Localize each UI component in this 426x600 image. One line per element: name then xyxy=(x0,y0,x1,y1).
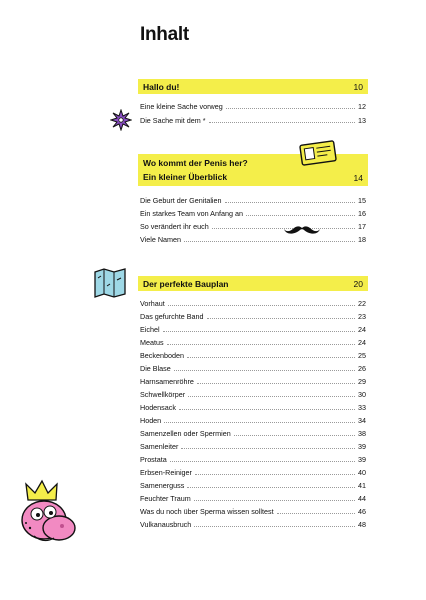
toc-entry-title: Ein starkes Team von Anfang an xyxy=(140,209,243,218)
toc-entry-page: 23 xyxy=(358,312,366,321)
toc-entry[interactable] xyxy=(140,362,366,373)
section-page-number: 14 xyxy=(353,173,363,183)
toc-entry-title: Hoden xyxy=(140,416,162,425)
toc-entry-title: Samenzellen oder Spermien xyxy=(140,429,231,438)
toc-entry-title: Hodensack xyxy=(140,403,176,412)
toc-entry-title: Erbsen-Reiniger xyxy=(140,468,192,477)
dot-leader xyxy=(179,408,355,410)
crowned-penis-character-icon xyxy=(14,478,84,556)
section-heading-text: Der perfekte Bauplan xyxy=(143,279,229,289)
dot-leader xyxy=(207,317,355,319)
toc-entry[interactable] xyxy=(140,388,366,399)
toc-entry-page: 48 xyxy=(358,520,366,529)
dot-leader xyxy=(225,201,355,203)
toc-entry[interactable] xyxy=(140,427,366,438)
section-heading-text: Wo kommt der Penis her? xyxy=(143,158,248,168)
toc-entry-page: 38 xyxy=(358,429,366,438)
toc-entry-page: 39 xyxy=(358,455,366,464)
toc-entry-page: 12 xyxy=(358,102,366,111)
toc-entry-page: 22 xyxy=(358,299,366,308)
toc-entry[interactable] xyxy=(140,114,366,125)
mustache-icon xyxy=(282,223,322,237)
toc-entry-page: 24 xyxy=(358,325,366,334)
toc-entry[interactable] xyxy=(140,194,366,205)
id-card-icon xyxy=(298,139,338,167)
toc-entry[interactable] xyxy=(140,375,366,386)
toc-entry-title: Was du noch über Sperma wissen solltest xyxy=(140,507,274,516)
dot-leader xyxy=(246,214,355,216)
toc-entry-page: 29 xyxy=(358,377,366,386)
toc-entry-title: Die Geburt der Genitalien xyxy=(140,196,222,205)
dot-leader xyxy=(187,356,355,358)
toc-entry[interactable] xyxy=(140,401,366,412)
toc-entry-page: 34 xyxy=(358,416,366,425)
toc-entry-page: 15 xyxy=(358,196,366,205)
toc-entry-page: 46 xyxy=(358,507,366,516)
toc-entry[interactable] xyxy=(140,207,366,218)
dot-leader xyxy=(197,382,355,384)
toc-entry-title: Viele Namen xyxy=(140,235,182,244)
toc-entry-title: Samenerguss xyxy=(140,481,185,490)
toc-entry-page: 33 xyxy=(358,403,366,412)
dot-leader xyxy=(194,499,355,501)
dot-leader xyxy=(184,240,355,242)
toc-entry[interactable] xyxy=(140,349,366,360)
toc-entry[interactable] xyxy=(140,518,366,529)
map-icon xyxy=(92,266,128,300)
dot-leader xyxy=(181,447,355,449)
toc-entry-title: So verändert ihr euch xyxy=(140,222,209,231)
dot-leader xyxy=(209,121,355,123)
toc-entry-title: Vulkanausbruch xyxy=(140,520,192,529)
toc-entry[interactable] xyxy=(140,310,366,321)
toc-entry-page: 26 xyxy=(358,364,366,373)
section-heading-text: Hallo du! xyxy=(143,82,180,92)
toc-entry-page: 40 xyxy=(358,468,366,477)
toc-entry[interactable] xyxy=(140,479,366,490)
toc-entry[interactable] xyxy=(140,492,366,503)
dot-leader xyxy=(187,486,355,488)
toc-entry-page: 13 xyxy=(358,116,366,125)
dot-leader xyxy=(167,343,355,345)
toc-entry[interactable] xyxy=(140,297,366,308)
toc-entry-title: Eichel xyxy=(140,325,160,334)
dot-leader xyxy=(168,304,355,306)
toc-entry[interactable] xyxy=(140,453,366,464)
toc-entry-page: 16 xyxy=(358,209,366,218)
toc-entry[interactable] xyxy=(140,233,366,244)
toc-entry-title: Samenleiter xyxy=(140,442,179,451)
toc-entry[interactable] xyxy=(140,323,366,334)
dot-leader xyxy=(226,107,355,109)
toc-entry-title: Beckenboden xyxy=(140,351,184,360)
section-heading-hallo[interactable] xyxy=(138,79,368,94)
dot-leader xyxy=(170,460,355,462)
toc-entry-page: 41 xyxy=(358,481,366,490)
toc-entry[interactable] xyxy=(140,414,366,425)
toc-entry-title: Vorhaut xyxy=(140,299,165,308)
toc-entry[interactable] xyxy=(140,440,366,451)
purple-star-icon xyxy=(110,109,132,131)
section-heading-text: Ein kleiner Überblick xyxy=(143,172,228,182)
dot-leader xyxy=(163,330,355,332)
toc-entry-title: Die Sache mit dem * xyxy=(140,116,206,125)
toc-entry-title: Prostata xyxy=(140,455,167,464)
toc-entry[interactable] xyxy=(140,336,366,347)
dot-leader xyxy=(195,473,355,475)
toc-entry-title: Eine kleine Sache vorweg xyxy=(140,102,223,111)
toc-entry-title: Das gefurchte Band xyxy=(140,312,204,321)
dot-leader xyxy=(277,512,355,514)
page-title: Inhalt xyxy=(140,24,189,45)
toc-entry[interactable] xyxy=(140,505,366,516)
toc-entry[interactable] xyxy=(140,220,366,231)
toc-entry[interactable] xyxy=(140,100,366,111)
toc-entry[interactable] xyxy=(140,466,366,477)
toc-entry-title: Meatus xyxy=(140,338,164,347)
toc-entry-title: Feuchter Traum xyxy=(140,494,191,503)
toc-entry-title: Die Blase xyxy=(140,364,171,373)
toc-entry-page: 25 xyxy=(358,351,366,360)
dot-leader xyxy=(174,369,355,371)
section-page-number: 10 xyxy=(353,82,363,92)
toc-entry-title: Harnsamenröhre xyxy=(140,377,194,386)
dot-leader xyxy=(188,395,355,397)
toc-entry-title: Schwellkörper xyxy=(140,390,186,399)
toc-entry-page: 24 xyxy=(358,338,366,347)
toc-entry-page: 44 xyxy=(358,494,366,503)
toc-entry-page: 39 xyxy=(358,442,366,451)
section-page-number: 20 xyxy=(353,279,363,289)
dot-leader xyxy=(194,525,355,527)
toc-entry-page: 30 xyxy=(358,390,366,399)
dot-leader xyxy=(164,421,355,423)
section-heading-bauplan[interactable] xyxy=(138,276,368,291)
dot-leader xyxy=(234,434,355,436)
toc-entry-page: 18 xyxy=(358,235,366,244)
toc-entry-page: 17 xyxy=(358,222,366,231)
